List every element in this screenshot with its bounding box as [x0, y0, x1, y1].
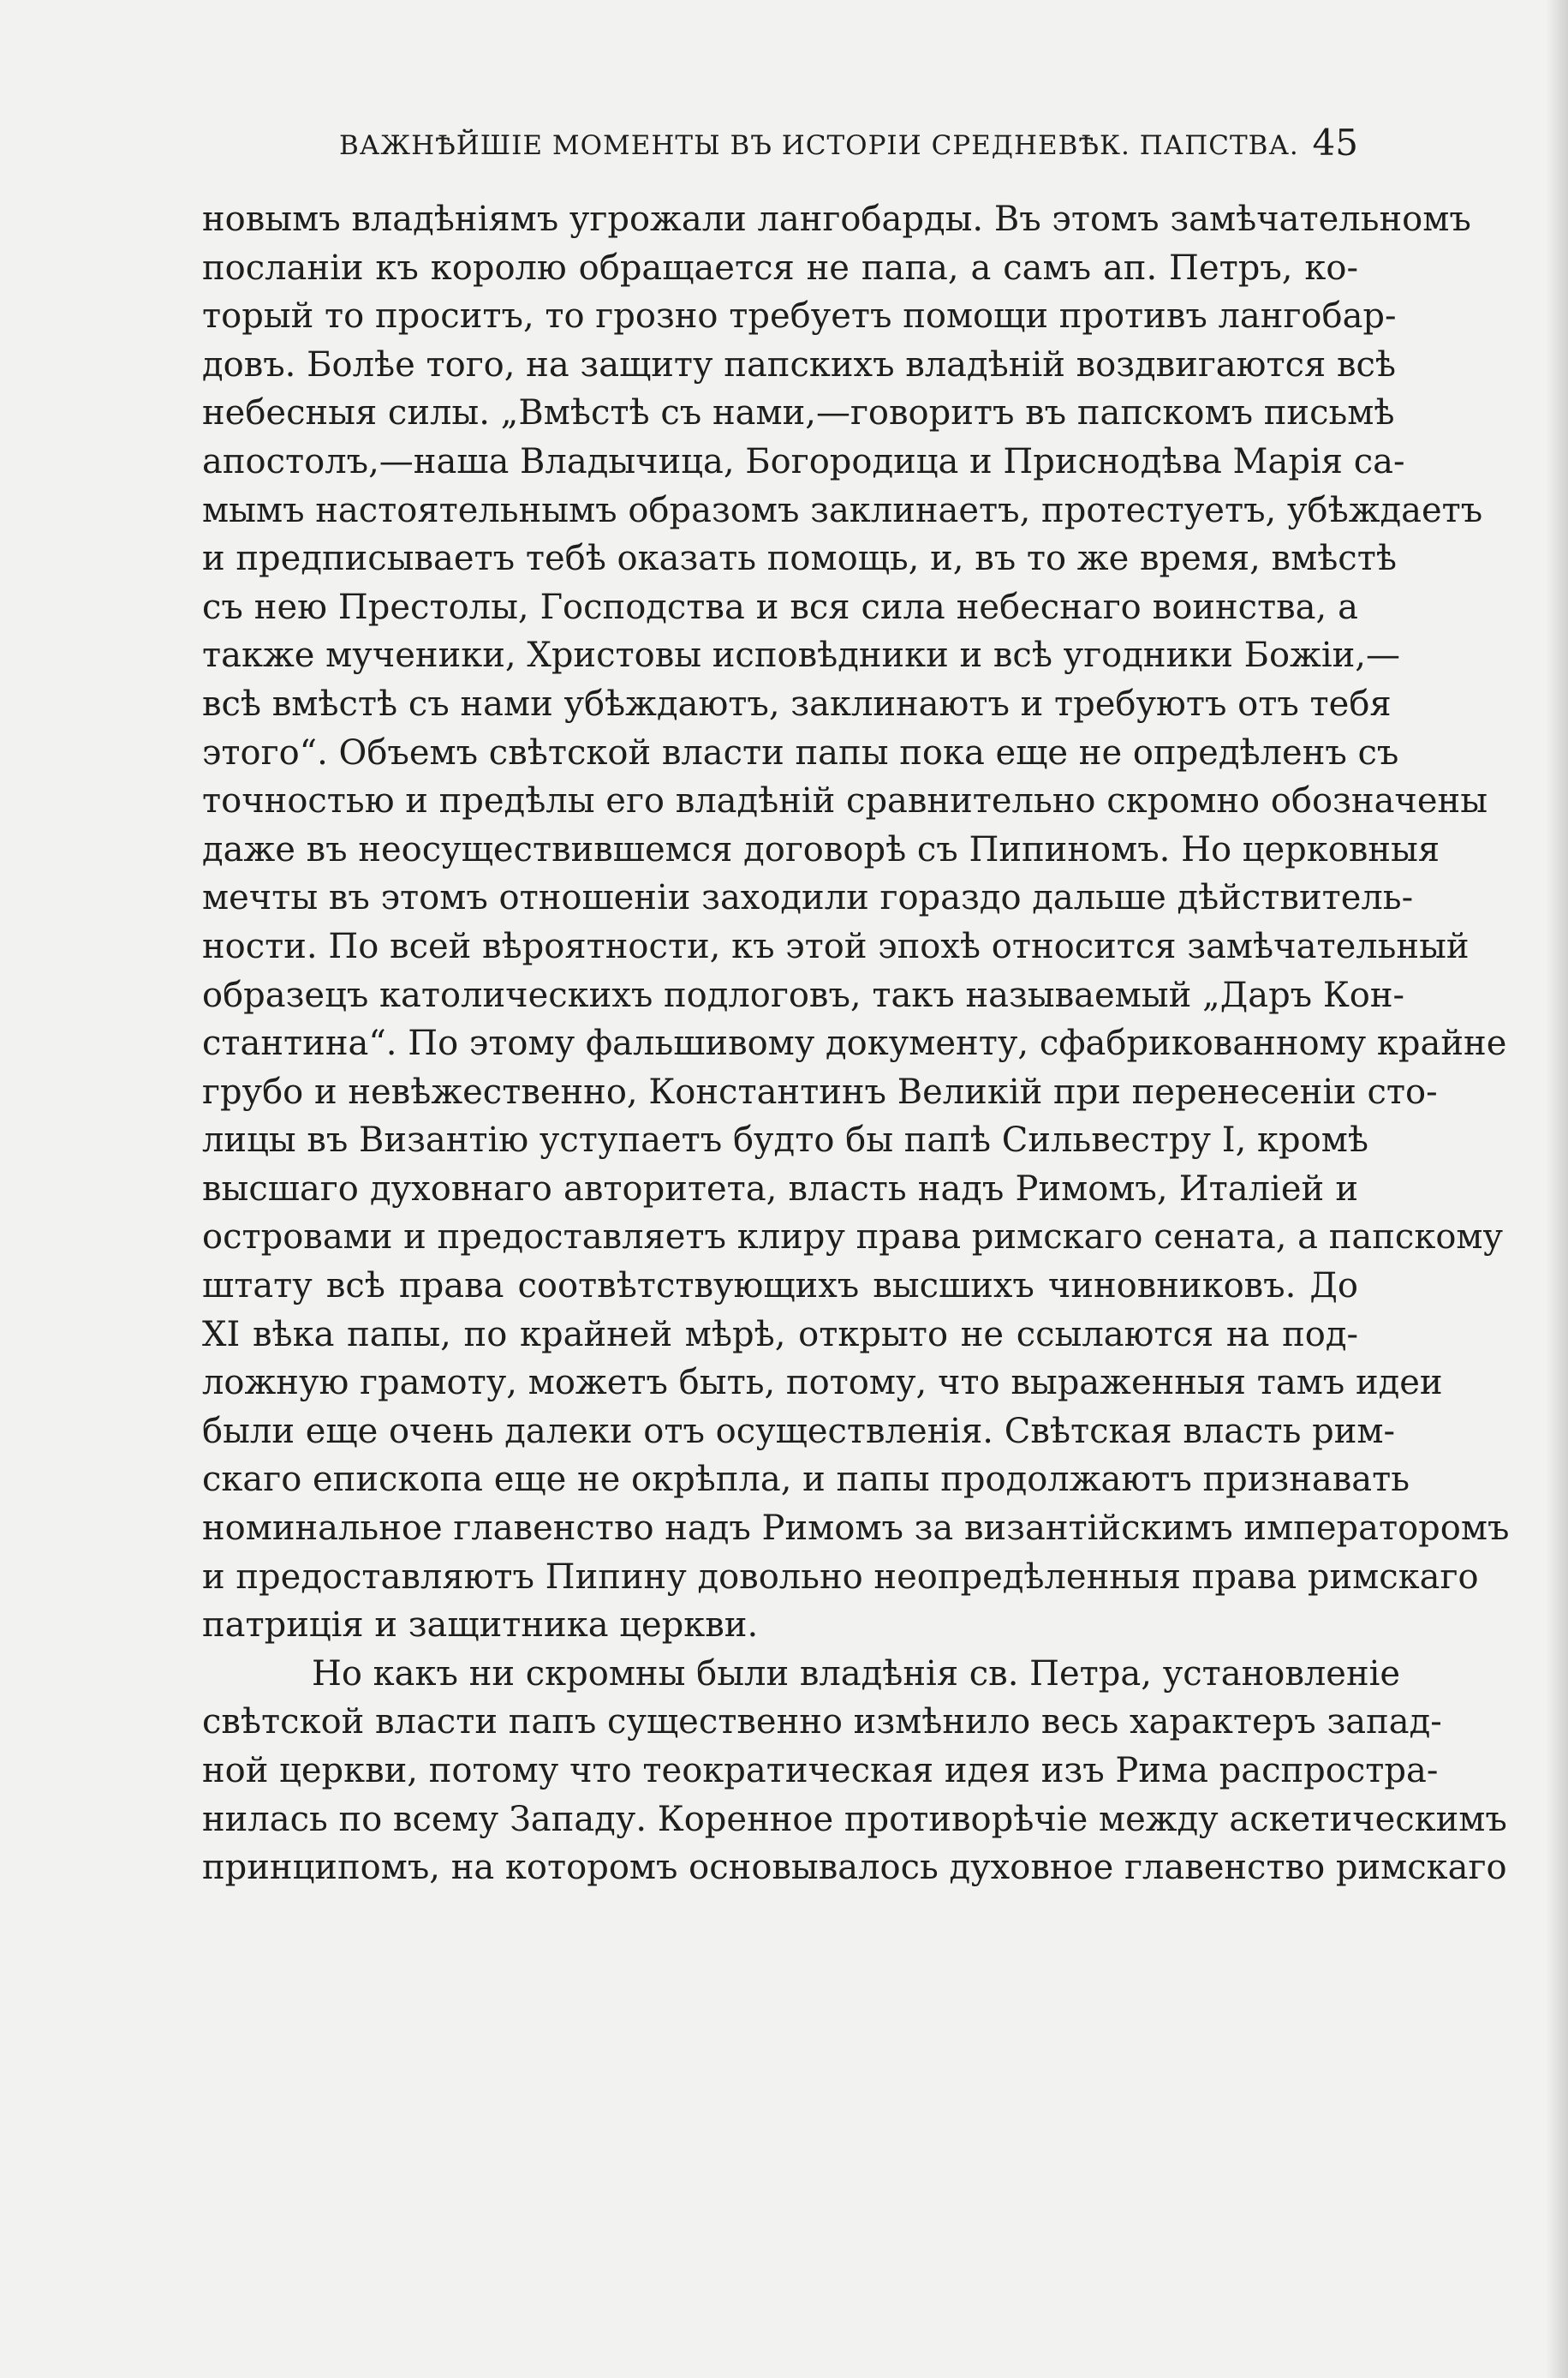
text-line: также мученики, Христовы исповѣдники и всѣ угодники Божіи,—: [202, 636, 1401, 676]
text-line: свѣтской власти папъ существенно измѣнило весь характеръ запад-: [202, 1702, 1442, 1742]
body-text: [202, 195, 1510, 1892]
text-line: посланіи къ королю обращается не папа, а самъ ап. Петръ, ко-: [202, 248, 1358, 288]
text-line: мечты въ этомъ отношеніи заходили гораздо дальше дѣйствитель-: [202, 878, 1414, 918]
text-line: островами и предоставляетъ клиру права римскаго сената, а папскому: [202, 1217, 1504, 1258]
text-line: даже въ неосуществившемся договорѣ съ Пипиномъ. Но церковныя: [202, 829, 1440, 869]
text-line: точностью и предѣлы его владѣній сравнительно скромно обозначены: [202, 781, 1488, 822]
text-line: образецъ католическихъ подлоговъ, такъ называемый „Даръ Кон-: [202, 975, 1405, 1015]
text-line: ложную грамоту, можетъ быть, потому, что выраженныя тамъ идеи: [202, 1363, 1443, 1403]
text-line: апостолъ,—наша Владычица, Богородица и Приснодѣва Марія са-: [202, 441, 1405, 481]
text-line: и предоставляютъ Пипину довольно неопредѣленныя права римскаго: [202, 1556, 1479, 1597]
text-line: мымъ настоятельнымъ образомъ заклинаетъ, протестуетъ, убѣждаетъ: [202, 490, 1483, 530]
text-line: и предписываетъ тебѣ оказать помощь, и, въ то же время, вмѣстѣ: [202, 539, 1397, 579]
page-edge-shadow: [1546, 0, 1568, 2378]
text-line: патриція и защитника церкви.: [202, 1605, 759, 1646]
text-line: грубо и невѣжественно, Константинъ Великій при перенесеніи сто-: [202, 1072, 1438, 1112]
page-number: 45: [1312, 122, 1358, 164]
running-head: [202, 122, 1358, 173]
text-line: ности. По всей вѣроятности, къ этой эпохѣ относится замѣчательный: [202, 926, 1470, 966]
paragraph-1: [202, 195, 1510, 1650]
text-line: нилась по всему Западу. Коренное противорѣчіе между аскетическимъ: [202, 1799, 1507, 1839]
text-line: небесныя силы. „Вмѣстѣ съ нами,—говоритъ въ папскомъ письмѣ: [202, 393, 1395, 433]
text-line: принципомъ, на которомъ основывалось духовное главенство римскаго: [202, 1848, 1507, 1888]
text-line: ной церкви, потому что теократическая идея изъ Рима распростра-: [202, 1751, 1439, 1790]
text-line: съ нею Престолы, Господства и вся сила небеснаго воинства, а: [202, 587, 1358, 627]
paragraph-2: [202, 1650, 1507, 1892]
text-line: номинальное главенство надъ Римомъ за византійскимъ императоромъ: [202, 1509, 1510, 1549]
text-line: Но какъ ни скромны были владѣнія св. Петра, установленіе: [312, 1653, 1401, 1694]
text-line: высшаго духовнаго авторитета, власть надъ Римомъ, Италіей и: [202, 1168, 1358, 1209]
running-title: ВАЖНѢЙШІЕ МОМЕНТЫ ВЪ ИСТОРІИ СРЕДНЕВѢК. ПАПСТВА.: [339, 130, 1299, 161]
text-line: новымъ владѣніямъ угрожали лангобарды. Въ этомъ замѣчательномъ: [202, 200, 1471, 239]
text-line: были еще очень далеки отъ осуществленія. Свѣтская власть рим-: [202, 1411, 1396, 1451]
text-line: стантина“. По этому фальшивому документу, сфабрикованному крайне: [202, 1024, 1507, 1064]
text-line: скаго епископа еще не окрѣпла, и папы продолжаютъ признавать: [202, 1460, 1410, 1500]
text-line: торый то проситъ, то грозно требуетъ помощи противъ лангобар-: [202, 296, 1397, 337]
text-line: всѣ вмѣстѣ съ нами убѣждаютъ, заклинаютъ и требуютъ отъ тебя: [202, 684, 1392, 724]
text-line: лицы въ Византію уступаетъ будто бы папѣ Сильвестру I, кромѣ: [202, 1120, 1368, 1161]
text-line: штату всѣ права соотвѣтствующихъ высшихъ чиновниковъ. До: [202, 1266, 1358, 1306]
text-line: этого“. Объемъ свѣтской власти папы пока еще не опредѣленъ съ: [202, 732, 1399, 773]
text-line: XI вѣка папы, по крайней мѣрѣ, открыто не ссылаются на под-: [202, 1314, 1358, 1354]
text-line: довъ. Болѣе того, на защиту папскихъ владѣній воздвигаются всѣ: [202, 344, 1396, 385]
